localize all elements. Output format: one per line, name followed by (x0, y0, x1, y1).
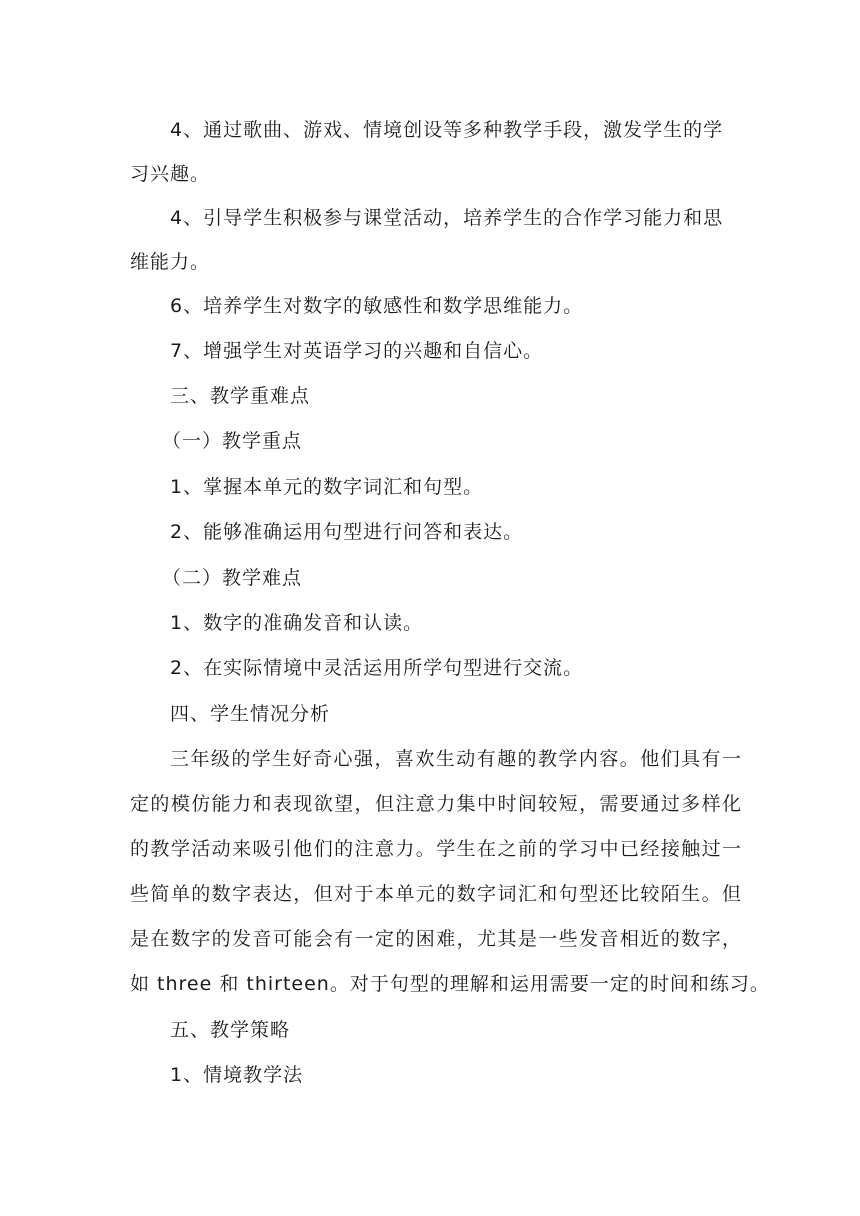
subsection-heading: （二）教学难点 (162, 567, 303, 589)
paragraph-line: 如 three 和 thirteen。对于句型的理解和运用需要一定的时间和练习。 (130, 973, 770, 995)
section-heading: 四、学生情况分析 (170, 703, 331, 725)
paragraph-line: 是在数字的发音可能会有一定的困难，尤其是一些发音相近的数字， (130, 928, 742, 950)
paragraph-line: 1、掌握本单元的数字词汇和句型。 (170, 476, 484, 498)
paragraph-line: 6、培养学生对数字的敏感性和数学思维能力。 (170, 295, 584, 317)
paragraph-line: 定的模仿能力和表现欲望，但注意力集中时间较短，需要通过多样化 (130, 793, 742, 815)
paragraph-line: 些简单的数字表达，但对于本单元的数字词汇和句型还比较陌生。但 (130, 883, 742, 905)
subsection-heading: （一）教学重点 (162, 430, 303, 452)
paragraph-line: 1、情境教学法 (170, 1064, 304, 1086)
paragraph-line: 的教学活动来吸引他们的注意力。学生在之前的学习中已经接触过一 (130, 838, 742, 860)
section-heading: 五、教学策略 (170, 1019, 291, 1041)
paragraph-line: 维能力。 (130, 251, 211, 273)
paragraph-line: 三年级的学生好奇心强，喜欢生动有趣的教学内容。他们具有一 (170, 748, 742, 770)
paragraph-line: 4、引导学生积极参与课堂活动，培养学生的合作学习能力和思 (170, 207, 724, 229)
paragraph-line: 2、能够准确运用句型进行问答和表达。 (170, 521, 524, 543)
paragraph-line: 1、数字的准确发音和认读。 (170, 612, 424, 634)
paragraph-line: 习兴趣。 (130, 163, 211, 185)
paragraph-line: 4、通过歌曲、游戏、情境创设等多种教学手段，激发学生的学 (170, 119, 724, 141)
paragraph-line: 7、增强学生对英语学习的兴趣和自信心。 (170, 340, 544, 362)
paragraph-line: 2、在实际情境中灵活运用所学句型进行交流。 (170, 657, 584, 679)
section-heading: 三、教学重难点 (170, 385, 311, 407)
